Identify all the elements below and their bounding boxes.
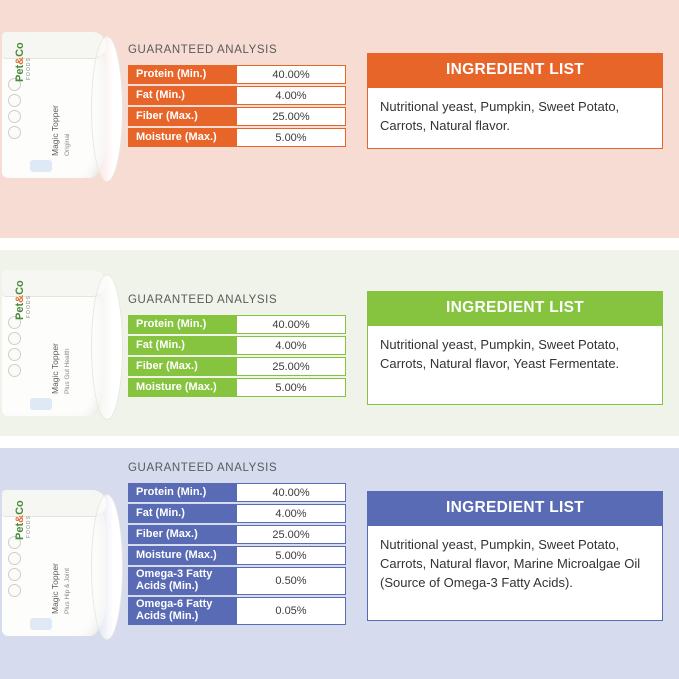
nutrient-value: 40.00%: [236, 483, 346, 502]
jar-variant-name: Original: [64, 133, 71, 156]
product-jar-image: [2, 268, 122, 418]
table-row: [128, 336, 346, 355]
ingredient-list-block: [367, 291, 663, 405]
ingredient-list-block: [367, 491, 663, 621]
jar-edge: [91, 494, 123, 640]
nutrient-label: Fat (Min.): [128, 336, 236, 355]
badge-icon: [8, 94, 21, 107]
nutrient-value: 25.00%: [236, 357, 346, 376]
badge-icon: [8, 552, 21, 565]
nutrient-value: 40.00%: [236, 315, 346, 334]
nutrient-label: Moisture (Max.): [128, 128, 236, 147]
nutrient-label: Protein (Min.): [128, 483, 236, 502]
guaranteed-analysis-block: [128, 462, 346, 627]
jar-product-name: Magic Topper: [50, 343, 60, 394]
nutrient-value: 4.00%: [236, 86, 346, 105]
jar-edge: [91, 274, 123, 420]
table-row: [128, 483, 346, 502]
guaranteed-analysis-table: [128, 481, 346, 627]
nutrient-value: 0.50%: [236, 567, 346, 595]
ingredient-list-text: Nutritional yeast, Pumpkin, Sweet Potato, Carrots, Natural flavor, Yeast Fermentate.: [367, 325, 663, 405]
jar-brand-name: Pet&Co: [14, 42, 26, 82]
table-row: [128, 65, 346, 84]
table-row: [128, 128, 346, 147]
nutrient-value: 25.00%: [236, 525, 346, 544]
nutrient-value: 5.00%: [236, 378, 346, 397]
badge-icon: [8, 332, 21, 345]
product-jar-image: [2, 30, 122, 180]
badge-icon: [8, 568, 21, 581]
guaranteed-analysis-title: GUARANTEED ANALYSIS: [128, 44, 278, 56]
jar-certification-badges: [8, 316, 24, 380]
ingredient-list-title: INGREDIENT LIST: [367, 491, 663, 525]
product-panel-original: [0, 0, 679, 238]
table-row: [128, 378, 346, 397]
jar-seal: [30, 398, 52, 410]
nutrient-value: 4.00%: [236, 336, 346, 355]
ingredient-list-block: [367, 53, 663, 149]
table-row: [128, 315, 346, 334]
jar-certification-badges: [8, 536, 24, 600]
nutrient-label: Omega-6 Fatty Acids (Min.): [128, 597, 236, 625]
nutrient-label: Fat (Min.): [128, 86, 236, 105]
jar-variant-name: Plus Hip & Joint: [64, 568, 71, 614]
panel-divider: [0, 436, 679, 448]
nutrient-label: Fiber (Max.): [128, 357, 236, 376]
jar-brand-sub: FOODS: [26, 57, 32, 80]
nutrient-label: Moisture (Max.): [128, 546, 236, 565]
nutrient-value: 5.00%: [236, 128, 346, 147]
table-row: [128, 504, 346, 523]
nutrient-value: 40.00%: [236, 65, 346, 84]
jar-seal: [30, 160, 52, 172]
jar-product-name: Magic Topper: [50, 105, 60, 156]
nutrient-value: 4.00%: [236, 504, 346, 523]
nutrient-label: Protein (Min.): [128, 315, 236, 334]
jar-brand-sub: FOODS: [26, 295, 32, 318]
ingredient-list-title: INGREDIENT LIST: [367, 53, 663, 87]
nutrient-label: Omega-3 Fatty Acids (Min.): [128, 567, 236, 595]
jar-product-name: Magic Topper: [50, 563, 60, 614]
jar-variant-name: Plus Gut Health: [64, 348, 71, 394]
table-row: [128, 567, 346, 595]
jar-brand-name: Pet&Co: [14, 500, 26, 540]
guaranteed-analysis-block: [128, 44, 346, 149]
badge-icon: [8, 110, 21, 123]
guaranteed-analysis-title: GUARANTEED ANALYSIS: [128, 294, 278, 306]
guaranteed-analysis-table: [128, 63, 346, 149]
product-panel-hip-joint: [0, 448, 679, 679]
table-row: [128, 357, 346, 376]
guaranteed-analysis-block: [128, 294, 346, 399]
jar-brand-name: Pet&Co: [14, 280, 26, 320]
product-panel-gut-health: [0, 250, 679, 436]
table-row: [128, 546, 346, 565]
panel-divider: [0, 238, 679, 250]
nutrient-value: 0.05%: [236, 597, 346, 625]
table-row: [128, 107, 346, 126]
guaranteed-analysis-table: [128, 313, 346, 399]
nutrient-label: Fiber (Max.): [128, 107, 236, 126]
product-jar-image: [2, 488, 122, 638]
nutrient-label: Moisture (Max.): [128, 378, 236, 397]
jar-seal: [30, 618, 52, 630]
badge-icon: [8, 126, 21, 139]
guaranteed-analysis-title: GUARANTEED ANALYSIS: [128, 462, 278, 474]
jar-edge: [91, 36, 123, 182]
ingredient-list-text: Nutritional yeast, Pumpkin, Sweet Potato, Carrots, Natural flavor.: [367, 87, 663, 149]
ingredient-list-text: Nutritional yeast, Pumpkin, Sweet Potato, Carrots, Natural flavor, Marine Microalgae Oil (Source of Omega-3 Fatty Acids).: [367, 525, 663, 621]
badge-icon: [8, 348, 21, 361]
nutrient-label: Protein (Min.): [128, 65, 236, 84]
nutrient-value: 25.00%: [236, 107, 346, 126]
ingredient-list-title: INGREDIENT LIST: [367, 291, 663, 325]
badge-icon: [8, 364, 21, 377]
jar-certification-badges: [8, 78, 24, 142]
nutrient-value: 5.00%: [236, 546, 346, 565]
nutrient-label: Fiber (Max.): [128, 525, 236, 544]
badge-icon: [8, 584, 21, 597]
table-row: [128, 86, 346, 105]
table-row: [128, 525, 346, 544]
table-row: [128, 597, 346, 625]
jar-brand-sub: FOODS: [26, 515, 32, 538]
nutrient-label: Fat (Min.): [128, 504, 236, 523]
